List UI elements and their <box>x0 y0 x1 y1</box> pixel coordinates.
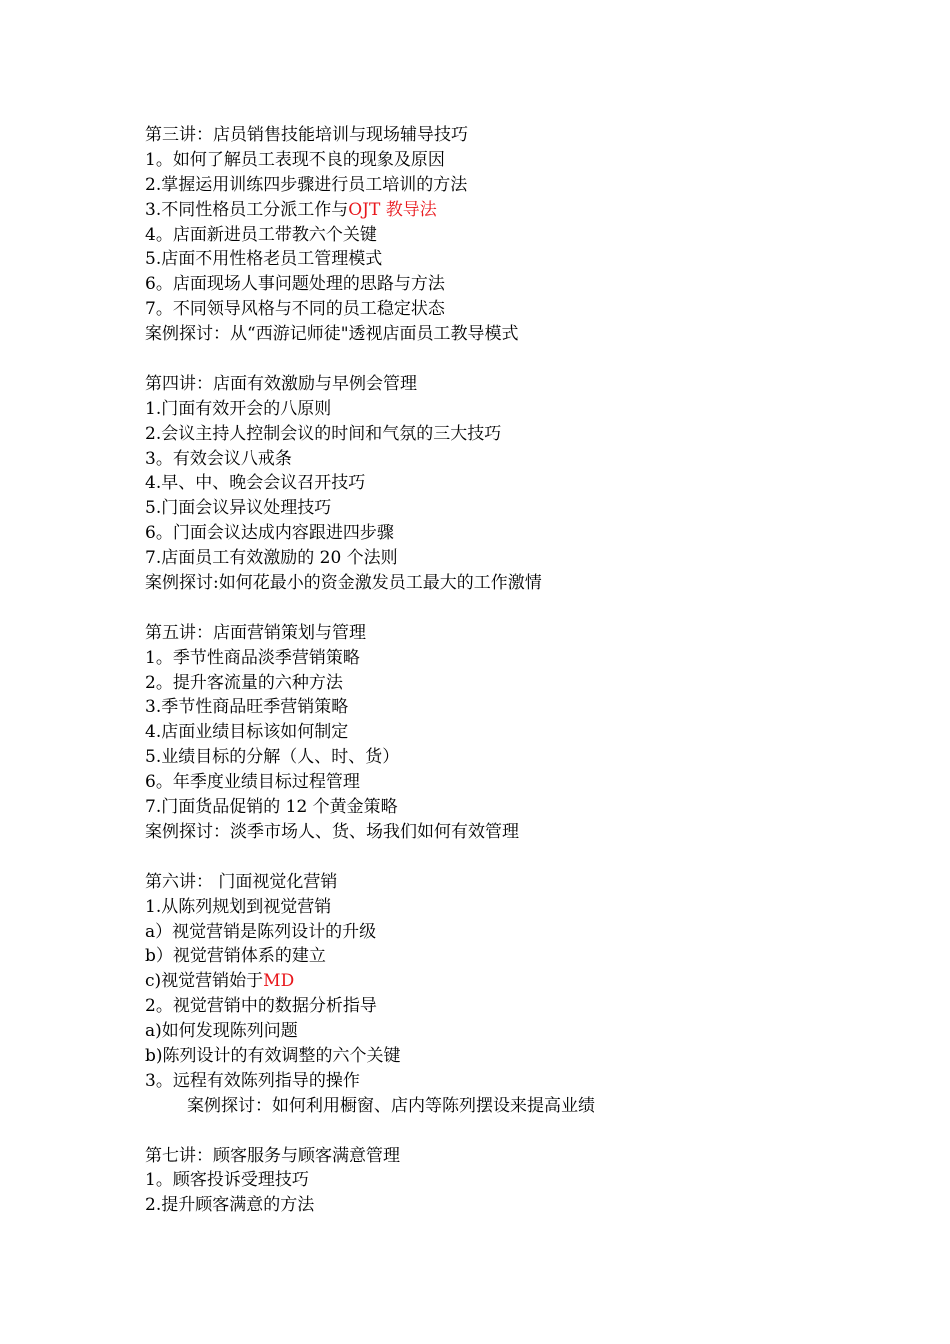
blank-line <box>145 1119 865 1144</box>
list-item: 2。提升客流量的六种方法 <box>145 672 343 693</box>
list-item: 2。视觉营销中的数据分析指导 <box>145 996 377 1017</box>
list-item: 6。门面会议达成内容跟进四步骤 <box>145 523 394 544</box>
list-item: b)陈列设计的有效调整的六个关键 <box>145 1045 401 1066</box>
highlight-text: MD <box>263 971 295 992</box>
section-title-5: 第五讲：店面营销策划与管理 <box>145 622 366 643</box>
list-item: 7.门面货品促销的 12 个黄金策略 <box>145 797 398 818</box>
section-title-7: 第七讲：顾客服务与顾客满意管理 <box>145 1145 400 1166</box>
list-item <box>145 198 865 223</box>
list-item: 2.会议主持人控制会议的时间和气氛的三大技巧 <box>145 423 502 444</box>
case-study: 案例探讨：从“西游记师徒"透视店面员工教导模式 <box>145 324 519 345</box>
list-item-text: 3.不同性格员工分派工作与 <box>145 199 349 220</box>
list-item: a)如何发现陈列问题 <box>145 1021 298 1042</box>
list-item: 3。远程有效陈列指导的操作 <box>145 1070 360 1091</box>
list-item: 5.门面会议异议处理技巧 <box>145 498 332 519</box>
blank-line <box>145 845 865 870</box>
list-item: 2.提升顾客满意的方法 <box>145 1195 315 1216</box>
list-item-text: c)视觉营销始于 <box>145 971 264 992</box>
section-title-3: 第三讲：店员销售技能培训与现场辅导技巧 <box>145 125 468 145</box>
section-title-4: 第四讲：店面有效激励与早例会管理 <box>145 373 417 394</box>
list-item: 3.季节性商品旺季营销策略 <box>145 697 349 718</box>
case-study: 案例探讨：如何利用橱窗、店内等陈列摆设来提高业绩 <box>187 1095 595 1116</box>
list-item: 5.店面不用性格老员工管理模式 <box>145 249 383 270</box>
list-item: 4.店面业绩目标该如何制定 <box>145 722 349 743</box>
blank-line <box>145 347 865 372</box>
list-item: 3。有效会议八戒条 <box>145 448 292 469</box>
list-item <box>145 969 865 994</box>
case-study: 案例探讨:如何花最小的资金激发员工最大的工作激情 <box>145 573 542 594</box>
document-body <box>145 123 865 1218</box>
blank-line <box>145 596 865 621</box>
list-item: 2.掌握运用训练四步骤进行员工培训的方法 <box>145 174 468 195</box>
list-item: 4。店面新进员工带教六个关键 <box>145 224 377 245</box>
list-item: 6。店面现场人事问题处理的思路与方法 <box>145 274 445 295</box>
list-item: b）视觉营销体系的建立 <box>145 946 326 967</box>
list-item: a）视觉营销是陈列设计的升级 <box>145 921 377 942</box>
case-study: 案例探讨：淡季市场人、货、场我们如何有效管理 <box>145 821 519 842</box>
list-item: 1.门面有效开会的八原则 <box>145 398 332 419</box>
highlight-text: OJT 教导法 <box>348 199 437 220</box>
list-item: 6。年季度业绩目标过程管理 <box>145 772 360 793</box>
list-item: 5.业绩目标的分解（人、时、货） <box>145 747 400 768</box>
list-item: 1。如何了解员工表现不良的现象及原因 <box>145 149 445 170</box>
list-item: 1.从陈列规划到视觉营销 <box>145 896 332 917</box>
list-item: 1。顾客投诉受理技巧 <box>145 1170 309 1191</box>
list-item: 4.早、中、晚会会议召开技巧 <box>145 473 366 494</box>
list-item: 1。季节性商品淡季营销策略 <box>145 647 360 668</box>
section-title-6: 第六讲： 门面视觉化营销 <box>145 871 338 892</box>
list-item: 7.店面员工有效激励的 20 个法则 <box>145 548 398 569</box>
list-item: 7。不同领导风格与不同的员工稳定状态 <box>145 299 445 320</box>
